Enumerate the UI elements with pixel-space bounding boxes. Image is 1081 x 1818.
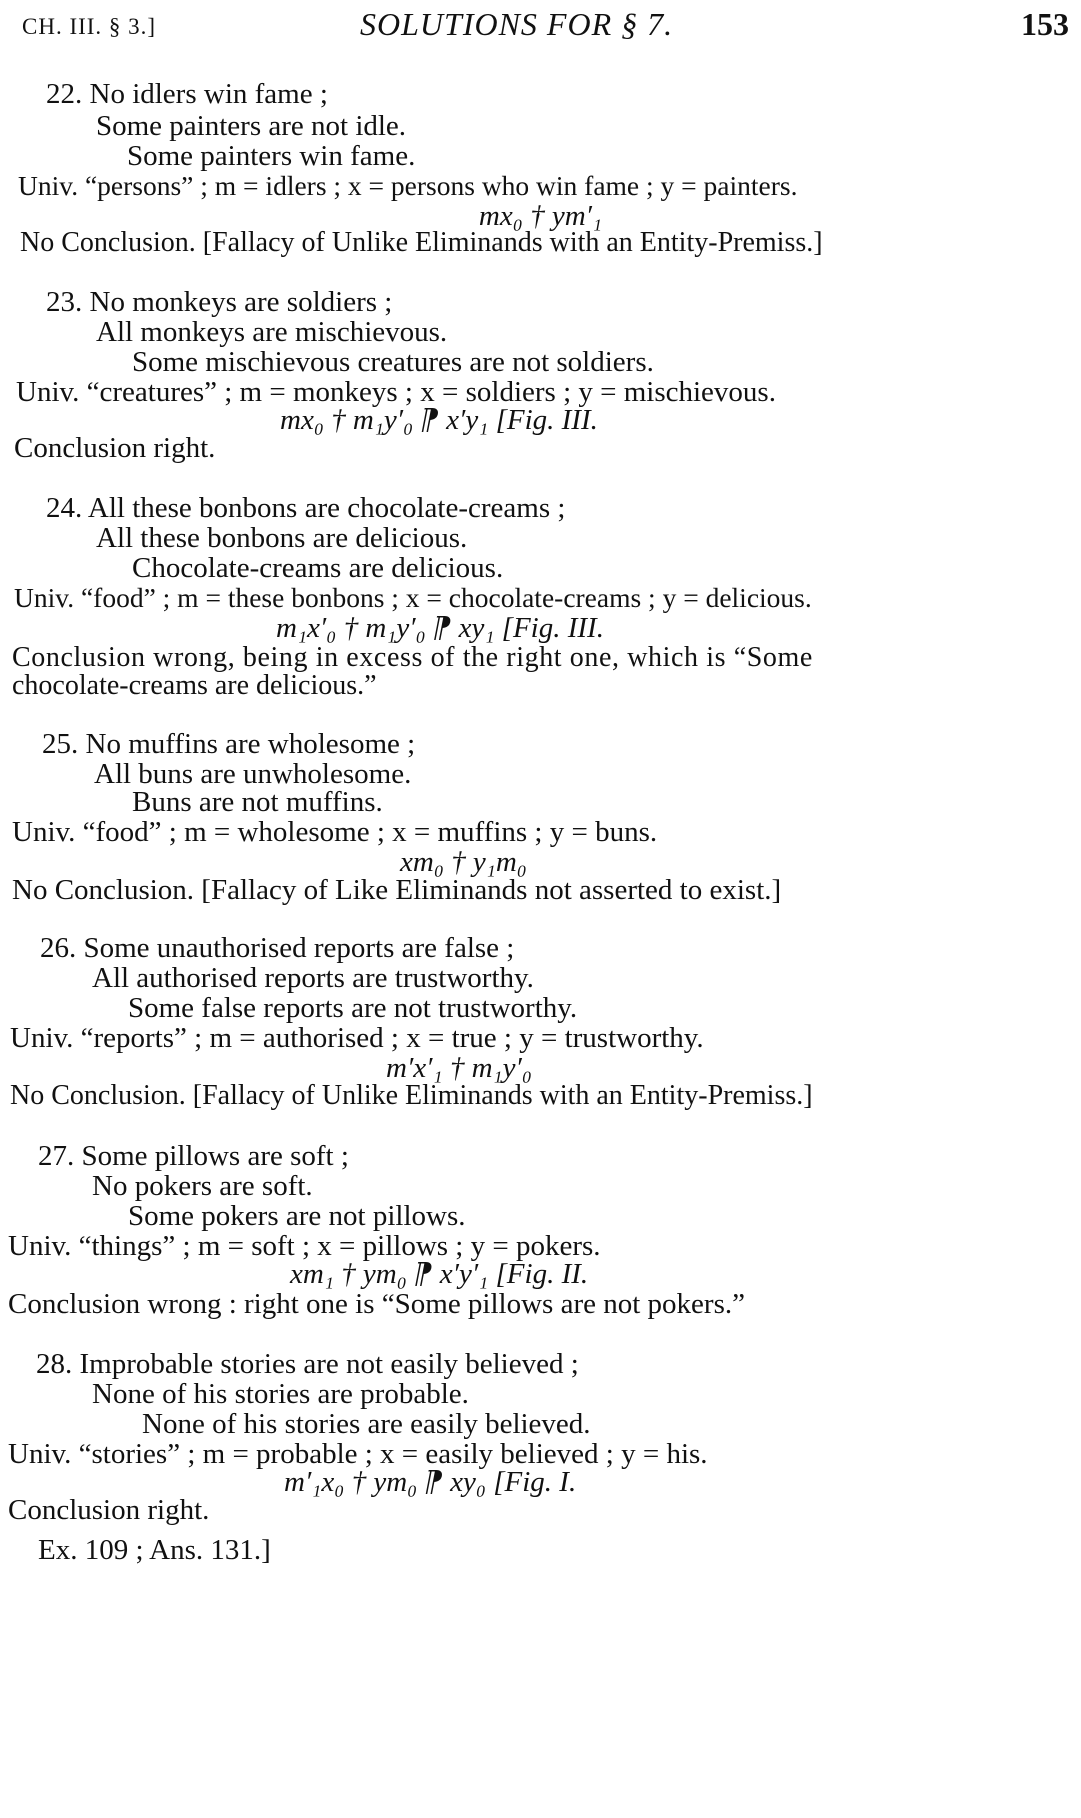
result: No Conclusion. [Fallacy of Unlike Eliminands with an Entity-Premiss.]: [10, 1080, 813, 1111]
proposed-conclusion: Some mischievous creatures are not soldiers.: [132, 346, 654, 378]
proposed-conclusion: Buns are not muffins.: [132, 786, 383, 818]
universe-line: Univ. “food” ; m = wholesome ; x = muffins ; y = buns.: [12, 816, 658, 848]
premise-2: All authorised reports are trustworthy.: [92, 962, 534, 994]
exercise-reference: Ex. 109 ; Ans. 131.]: [38, 1534, 271, 1566]
chapter-reference: CH. III. § 3.]: [22, 14, 157, 39]
proposed-conclusion: Some painters win fame.: [127, 140, 416, 172]
formula: xm₁ † ym₀ ⁋ x′y′₁ [Fig. II.: [290, 1258, 589, 1290]
result-continued: chocolate-creams are delicious.”: [12, 670, 377, 701]
premise-2: Some painters are not idle.: [96, 110, 407, 142]
premise-1: 27. Some pillows are soft ;: [38, 1140, 349, 1172]
result: Conclusion right.: [14, 432, 216, 464]
proposed-conclusion: Some false reports are not trustworthy.: [128, 992, 578, 1024]
universe-line: Univ. “creatures” ; m = monkeys ; x = soldiers ; y = mischievous.: [16, 376, 776, 408]
premise-2: None of his stories are probable.: [92, 1378, 469, 1410]
result: Conclusion right.: [8, 1494, 210, 1526]
premise-2: No pokers are soft.: [92, 1170, 313, 1202]
page-number: 153: [1021, 6, 1069, 42]
proposed-conclusion: None of his stories are easily believed.: [142, 1408, 591, 1440]
universe-line: Univ. “reports” ; m = authorised ; x = true ; y = trustworthy.: [10, 1022, 704, 1054]
universe-line: Univ. “persons” ; m = idlers ; x = persons who win fame ; y = painters.: [18, 170, 798, 201]
formula: mx₀ † m₁y′₀ ⁋ x′y₁ [Fig. III.: [280, 404, 598, 436]
formula: mx₀ † ym′₁: [478, 200, 603, 232]
premise-1: 23. No monkeys are soldiers ;: [46, 286, 393, 318]
formula: m′x′₁ † m₁y′₀: [386, 1052, 532, 1084]
proposed-conclusion: Chocolate-creams are delicious.: [132, 552, 504, 584]
proposed-conclusion: Some pokers are not pillows.: [128, 1200, 466, 1232]
premise-2: All monkeys are mischievous.: [96, 316, 448, 348]
formula: m₁x′₀ † m₁y′₀ ⁋ xy₁ [Fig. III.: [276, 612, 604, 644]
formula: xm₀ † y₁m₀: [400, 846, 527, 878]
premise-1: 28. Improbable stories are not easily believed ;: [36, 1348, 579, 1380]
universe-line: Univ. “stories” ; m = probable ; x = easily believed ; y = his.: [8, 1438, 708, 1470]
premise-1: 25. No muffins are wholesome ;: [42, 728, 416, 760]
formula: m′₁x₀ † ym₀ ⁋ xy₀ [Fig. I.: [284, 1466, 577, 1498]
premise-1: 26. Some unauthorised reports are false ;: [40, 932, 515, 964]
premise-1: 24. All these bonbons are chocolate-creams ;: [46, 492, 566, 524]
premise-2: All these bonbons are delicious.: [96, 522, 468, 554]
result: No Conclusion. [Fallacy of Unlike Eliminands with an Entity-Premiss.]: [20, 227, 823, 258]
result: No Conclusion. [Fallacy of Like Eliminands not asserted to exist.]: [12, 874, 782, 906]
page-heading: SOLUTIONS FOR § 7.: [360, 6, 674, 42]
result: Conclusion wrong : right one is “Some pillows are not pokers.”: [8, 1288, 745, 1320]
premise-2: All buns are unwholesome.: [94, 758, 412, 790]
premise-1: 22. No idlers win fame ;: [46, 78, 328, 110]
running-header: [0, 6, 1081, 46]
universe-line: Univ. “food” ; m = these bonbons ; x = chocolate-creams ; y = delicious.: [14, 582, 812, 613]
result: Conclusion wrong, being in excess of the right one, which is “Some: [12, 642, 813, 673]
universe-line: Univ. “things” ; m = soft ; x = pillows ; y = pokers.: [8, 1230, 601, 1262]
